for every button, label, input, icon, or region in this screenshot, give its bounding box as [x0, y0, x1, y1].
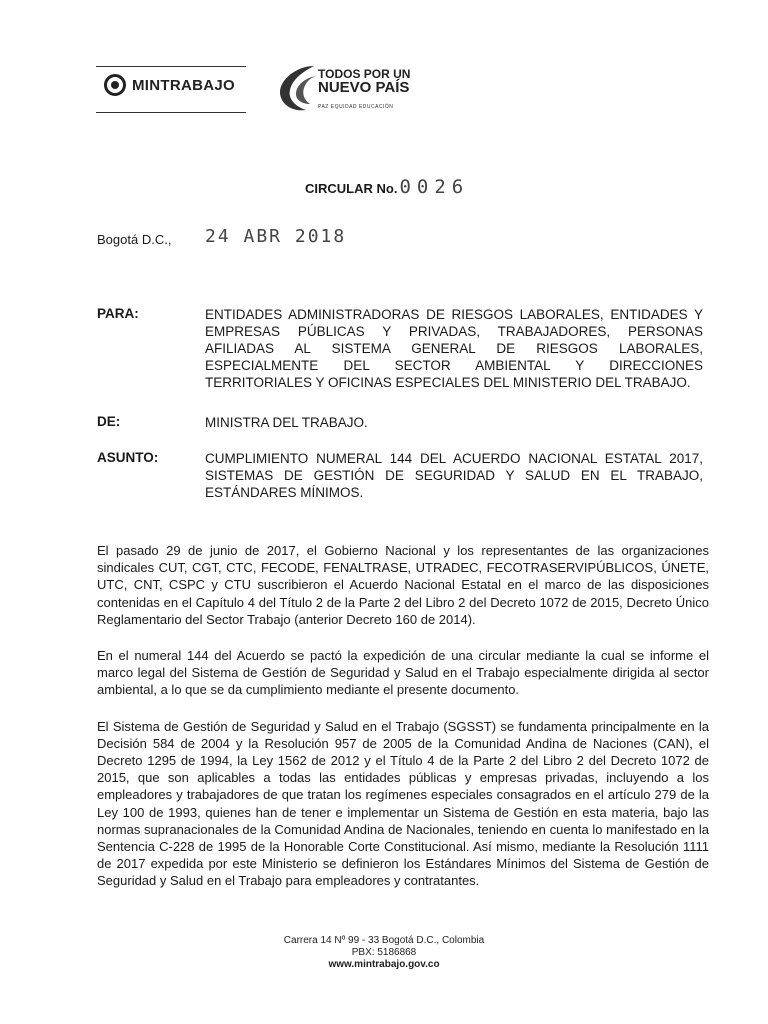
body-paragraph-2: En el numeral 144 del Acuerdo se pactó la expedición de una circular mediante la cual se informe el marco legal del Sistema de Gestión de Seguridad y Salud en el Trabajo especialmente dirigida al sector ambiental, a lo que se da cumplimiento mediante el presente documento. — [97, 648, 709, 698]
mintrabajo-logo — [104, 74, 235, 96]
circular-label: CIRCULAR No. — [305, 181, 398, 196]
swoosh-icon — [276, 62, 320, 114]
header-rule-bottom — [96, 112, 246, 113]
subject-row — [97, 450, 707, 506]
slogan-line2: NUEVO PAÍS — [318, 79, 410, 96]
letterhead — [96, 60, 426, 120]
body-paragraph-3: El Sistema de Gestión de Seguridad y Salud en el Trabajo (SGSST) se fundamenta principalmente en la Decisión 584 de 2004 y la Resolución 957 de 2005 de la Comunidad Andina de Naciones (CAN), el Decreto 1295 de 1994, la Ley 1562 de 2012 y el Título 4 de la Parte 2 del Libro 2 del Decreto 1072 de 2015, que son aplicables a todas las entidades públicas y empresas privadas, incluyendo a los empleadores y trabajadores de que tratan los regímenes especiales consagrados en el artículo 279 de la Ley 100 de 1993, quienes han de tener e implementar un Sistema de Gestión en esta materia, bajo las normas supranacionales de la Comunidad Andina de Nacionales, teniendo en cuenta lo manifestado en la Sentencia C-228 de 1995 de la Honorable Corte Constitucional. Así mismo, mediante la Resolución 1111 de 2017 expedida por este Ministerio se definieron los Estándares Mínimos del Sistema de Gestión de Seguridad y Salud en el Trabajo para empleadores y contratantes. — [97, 718, 709, 889]
asunto-label: ASUNTO: — [97, 450, 159, 465]
de-value: MINISTRA DEL TRABAJO. — [205, 415, 368, 430]
coat-of-arms-icon — [104, 74, 126, 96]
de-label: DE: — [97, 414, 121, 429]
header-rule-top — [96, 66, 246, 67]
slogan-tagline: PAZ EQUIDAD EDUCACIÓN — [318, 104, 394, 110]
ministry-name: MINTRABAJO — [132, 76, 235, 94]
todos-por-un-nuevo-pais-logo — [276, 60, 426, 120]
footer — [0, 935, 768, 971]
footer-phone: PBX: 5186868 — [351, 947, 417, 958]
footer-address: Carrera 14 Nº 99 - 33 Bogotá D.C., Colombia — [283, 935, 485, 946]
city: Bogotá D.C., — [97, 232, 172, 247]
letter-body — [97, 542, 709, 906]
para-value: ENTIDADES ADMINISTRADORAS DE RIESGOS LABORALES, ENTIDADES Y EMPRESAS PÚBLICAS Y PRIVADAS, TRABAJADORES, PERSONAS AFILIADAS AL SISTEMA GENERAL DE RIESGOS LABORALES, ESPECIALMENTE DEL SECTOR AMBIENTAL Y DIRECCIONES TERRITORIALES Y OFICINAS ESPECIALES DEL MINISTERIO DEL TRABAJO. — [205, 307, 703, 390]
circular-number: 0026 — [399, 176, 470, 198]
sender-row — [97, 414, 707, 434]
slogan — [318, 68, 410, 94]
circular-title — [305, 176, 469, 198]
body-paragraph-1: El pasado 29 de junio de 2017, el Gobierno Nacional y los representantes de las organizaciones sindicales CUT, CGT, CTC, FECODE, FENALTRASE, UTRADEC, FECOTRASERVIPÚBLICOS, ÚNETE, UTC, CNT, CSPC y CTU suscribieron el Acuerdo Nacional Estatal en el marco de las disposiciones contenidas en el Capítulo 4 del Título 2 de la Parte 2 del Libro 2 del Decreto 1072 de 2015, Decreto Único Reglamentario del Sector Trabajo (anterior Decreto 160 de 2014). — [97, 543, 709, 627]
date-stamp: 24 ABR 2018 — [205, 226, 347, 247]
recipients-row — [97, 306, 707, 396]
asunto-value: CUMPLIMIENTO NUMERAL 144 DEL ACUERDO NACIONAL ESTATAL 2017, SISTEMAS DE GESTIÓN DE SEGURIDAD Y SALUD EN EL TRABAJO, ESTÁNDARES MÍNIMOS. — [205, 451, 703, 500]
para-label: PARA: — [97, 306, 139, 321]
slogan-line1: TODOS POR UN — [318, 67, 411, 81]
footer-website: www.mintrabajo.gov.co — [328, 959, 440, 970]
